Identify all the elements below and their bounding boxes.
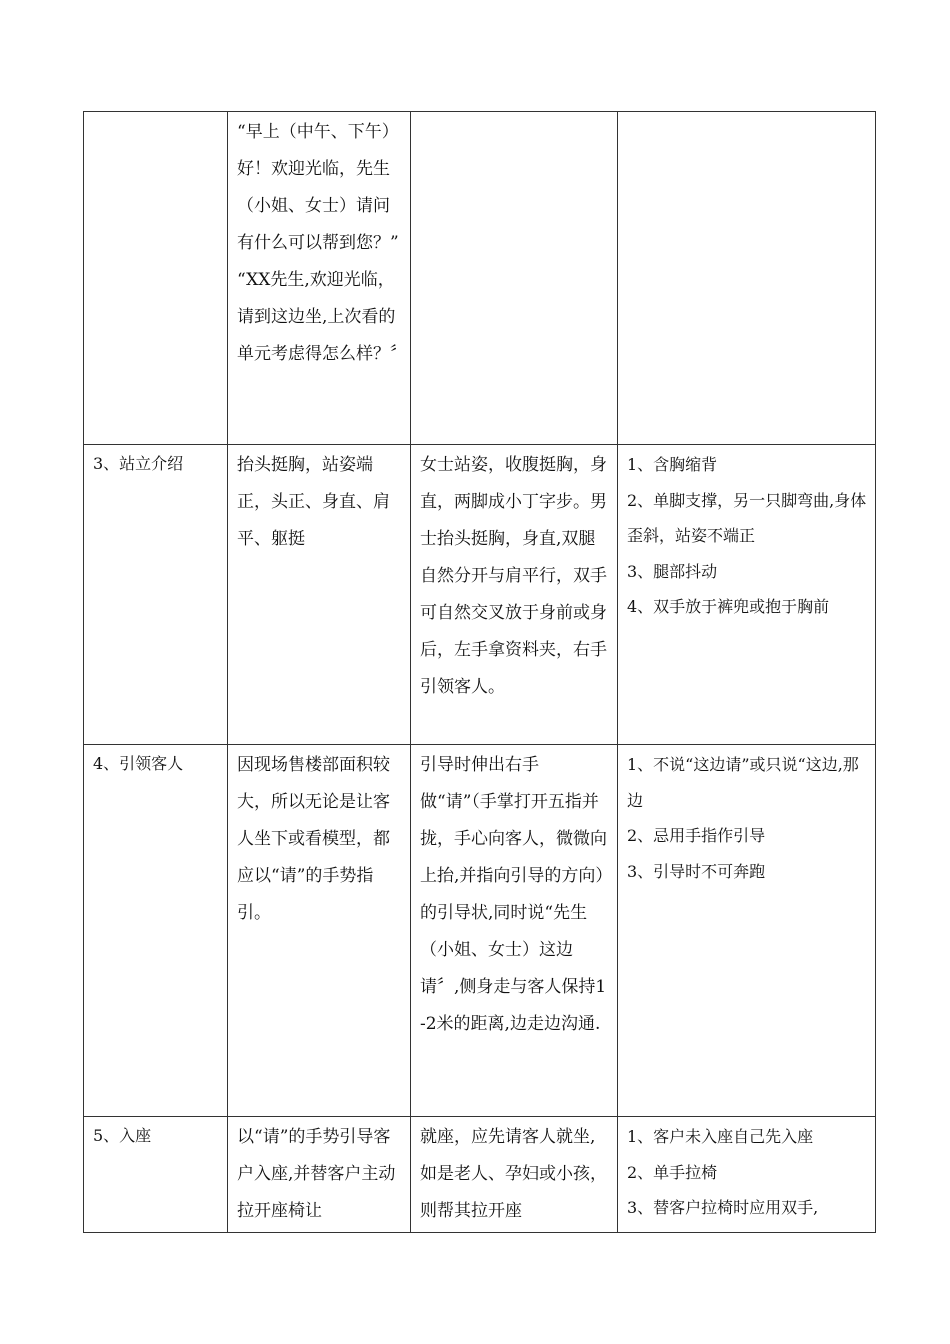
table-row-greeting (84, 112, 876, 445)
procedure-cell (84, 112, 228, 445)
requirement-cell (411, 1117, 618, 1233)
taboo-item: 2、忌用手指作引导 (627, 826, 766, 845)
taboo-item: 4、双手放于裤兜或抱于胸前 (627, 597, 830, 616)
standard-cell (228, 445, 411, 745)
table-row-seating (84, 1117, 876, 1233)
taboo-item: 1、客户未入座自己先入座 (627, 1127, 814, 1146)
taboo-cell (618, 1117, 876, 1233)
requirement-cell (411, 745, 618, 1117)
greeting-script-2: “XX先生,欢迎光临，请到这边坐,上次看的单元考虑得怎么样？〞 (237, 270, 407, 364)
procedure-cell (84, 745, 228, 1117)
etiquette-table (83, 111, 876, 1233)
taboo-cell (618, 112, 876, 445)
taboo-cell (618, 745, 876, 1117)
table-row-standing (84, 445, 876, 745)
standard-text: 因现场售楼部面积较大，所以无论是让客人坐下或看模型，都应以“请”的手势指引。 (237, 755, 390, 923)
requirement-text: 女士站姿，收腹挺胸，身直，两脚成小丁字步。男士抬头挺胸，身直,双腿自然分开与肩平行，双手可自然交叉放于身前或身后，左手拿资料夹，右手引领客人。 (420, 455, 607, 697)
standard-cell (228, 745, 411, 1117)
taboo-item: 2、单手拉椅 (627, 1162, 718, 1182)
requirement-text: 就座，应先请客人就坐,如是老人、孕妇或小孩，则帮其拉开座 (420, 1127, 607, 1221)
taboo-item: 3、替客户拉椅时应用双手, (627, 1198, 819, 1217)
procedure-label: 4、引领客人 (93, 754, 184, 773)
requirement-text: 引导时伸出右手做“请”（手掌打开五指并拢，手心向客人，微微向上抬,并指向引导的方向）的引导状,同时说“先生（小姐、女士）这边请〞,侧身走与客人保持1-2米的距离,边走边沟通. (420, 755, 607, 1034)
greeting-script-1: “早上（中午、下午）好！欢迎光临，先生（小姐、女士）请问有什么可以帮到您？” (237, 122, 399, 253)
standard-cell (228, 112, 411, 445)
taboo-item: 1、不说“这边请”或只说“这边,那边 (627, 755, 859, 810)
taboo-item: 3、腿部抖动 (627, 561, 718, 581)
standard-cell (228, 1117, 411, 1233)
table-row-guiding (84, 745, 876, 1117)
standard-text: 以“请”的手势引导客户入座,并替客户主动拉开座椅让 (237, 1127, 396, 1221)
taboo-cell (618, 445, 876, 745)
procedure-cell (84, 445, 228, 745)
procedure-label: 3、站立介绍 (93, 454, 184, 473)
taboo-item: 2、单脚支撑，另一只脚弯曲,身体歪斜，站姿不端正 (627, 490, 867, 545)
requirement-cell (411, 112, 618, 445)
procedure-cell (84, 1117, 228, 1233)
procedure-label: 5、入座 (93, 1126, 152, 1145)
taboo-item: 3、引导时不可奔跑 (627, 861, 766, 881)
taboo-item: 1、含胸缩背 (627, 455, 718, 474)
requirement-cell (411, 445, 618, 745)
standard-text: 抬头挺胸，站姿端正，头正、身直、肩平、躯挺 (237, 455, 390, 549)
